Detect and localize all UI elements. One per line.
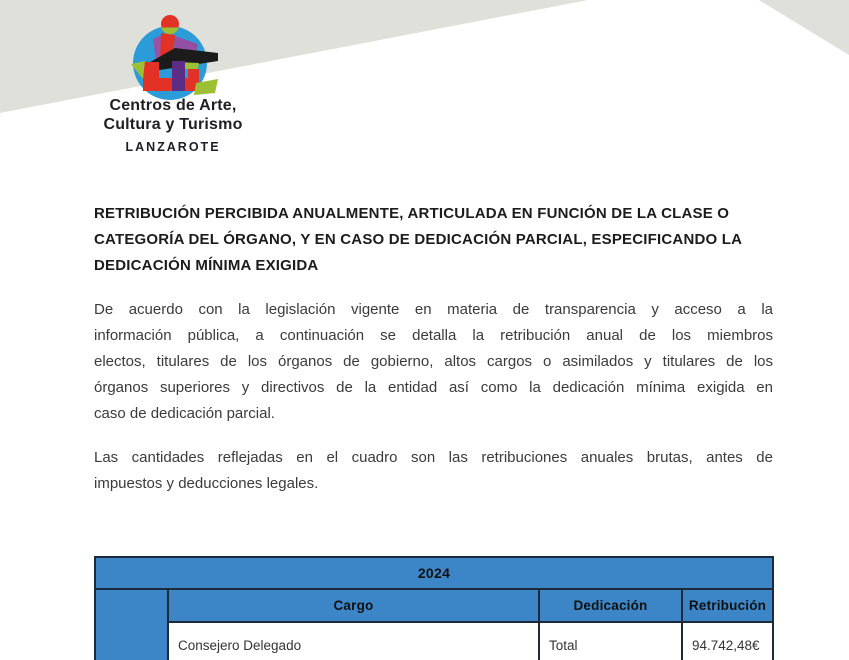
intro-paragraph-line3: electos, titulares de los órganos de gobierno, altos cargos o asimilados y titulares de los (94, 353, 773, 370)
document-title-line2: CATEGORÍA DEL ÓRGANO, Y EN CASO DE DEDICACIÓN PARCIAL, ESPECIFICANDO LA (94, 231, 743, 248)
brand-name (78, 96, 268, 134)
document-title (94, 201, 775, 279)
brand-name-line2: Cultura y Turismo (103, 116, 243, 133)
note-paragraph-line2: impuestos y deducciones legales. (94, 475, 319, 492)
column-header-retribucion: Retribución (682, 589, 773, 622)
column-header-dedicacion: Dedicación (539, 589, 682, 622)
table-header-row (95, 589, 773, 622)
column-header-cargo: Cargo (168, 589, 539, 622)
brand-name-line1: Centros de Arte, (109, 97, 237, 114)
top-right-gray-corner (759, 0, 849, 55)
note-paragraph-line1: Las cantidades reflejadas en el cuadro son las retribuciones anuales brutas, antes de (94, 449, 773, 466)
note-paragraph (94, 445, 773, 497)
document-title-line3: DEDICACIÓN MÍNIMA EXIGIDA (94, 257, 319, 274)
spacer-cell (95, 589, 168, 660)
intro-paragraph (94, 297, 773, 427)
table-year-row (95, 557, 773, 589)
document-title-line1: RETRIBUCIÓN PERCIBIDA ANUALMENTE, ARTICULADA EN FUNCIÓN DE LA CLASE O (94, 205, 730, 222)
intro-paragraph-line5: caso de dedicación parcial. (94, 405, 275, 422)
cact-lanzarote-logo-icon (125, 7, 220, 104)
cell-retribucion: 94.742,48€ (682, 622, 773, 660)
year-header-cell: 2024 (95, 557, 773, 589)
intro-paragraph-line4: órganos superiores y directivos de la entidad así como la dedicación mínima exigida en (94, 379, 773, 396)
intro-paragraph-line2: información pública, a continuación se detalla la retribución anual de los miembros (94, 327, 773, 344)
cell-cargo: Consejero Delegado (168, 622, 539, 660)
intro-paragraph-line1: De acuerdo con la legislación vigente en materia de transparencia y acceso a la (94, 301, 773, 318)
table-row (95, 622, 773, 660)
retribution-table (94, 556, 774, 660)
brand-name-lanzarote: LANZAROTE (125, 140, 221, 154)
cell-dedicacion: Total (539, 622, 682, 660)
